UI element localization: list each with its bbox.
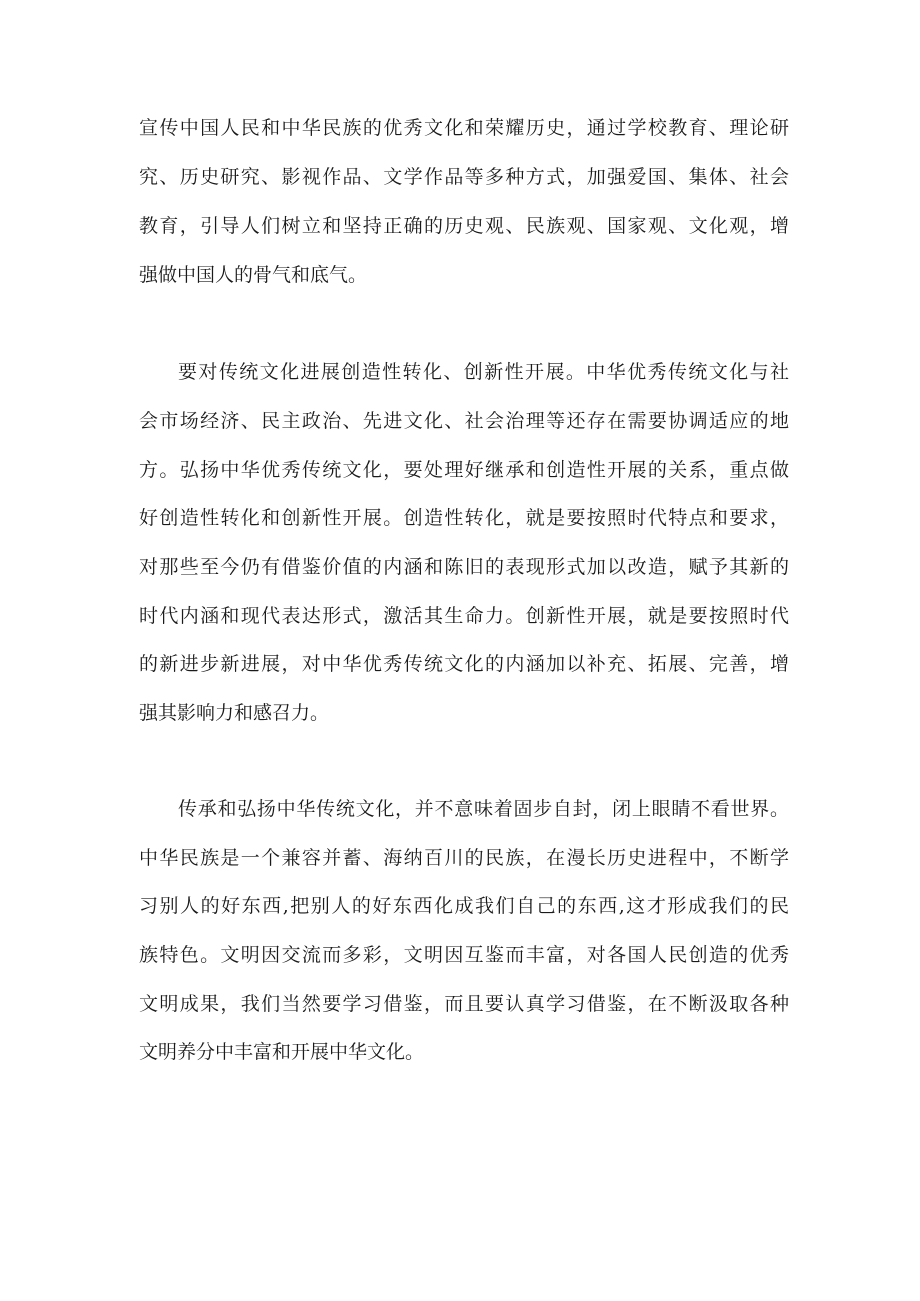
paragraph-line: 时代内涵和现代表达形式，激活其生命力。创新性开展，就是要按照时代 [139, 605, 789, 627]
paragraph-line: 文明养分中丰富和开展中华文化。 [139, 1041, 425, 1063]
paragraph-line: 强做中国人的骨气和底气。 [139, 264, 368, 286]
paragraph-line: 究、历史研究、影视作品、文学作品等多种方式，加强爱国、集体、社会 [139, 166, 789, 188]
paragraph-line: 方。弘扬中华优秀传统文化，要处理好继承和创造性开展的关系，重点做 [139, 459, 789, 481]
paragraph-line: 对那些至今仍有借鉴价值的内涵和陈旧的表现形式加以改造，赋予其新的 [139, 556, 789, 578]
paragraph-line: 好创造性转化和创新性开展。创造性转化，就是要按照时代特点和要求， [139, 507, 789, 529]
paragraph-line: 的新进步新进展，对中华优秀传统文化的内涵加以补充、拓展、完善，增 [139, 653, 789, 675]
paragraph-line: 要对传统文化进展创造性转化、创新性开展。中华优秀传统文化与社 [178, 361, 789, 383]
paragraph-line: 文明成果，我们当然要学习借鉴，而且要认真学习借鉴，在不断汲取各种 [139, 993, 789, 1015]
paragraph-line: 宣传中国人民和中华民族的优秀文化和荣耀历史，通过学校教育、理论研 [139, 117, 789, 139]
paragraph-line: 中华民族是一个兼容并蓄、海纳百川的民族，在漫长历史进程中，不断学 [139, 847, 789, 869]
paragraph-line: 教育，引导人们树立和坚持正确的历史观、民族观、国家观、文化观，增 [139, 215, 789, 237]
paragraph-line: 族特色。文明因交流而多彩，文明因互鉴而丰富，对各国人民创造的优秀 [139, 944, 789, 966]
paragraph-line: 传承和弘扬中华传统文化，并不意味着固步自封，闭上眼睛不看世界。 [178, 798, 789, 820]
paragraph-line: 会市场经济、民主政治、先进文化、社会治理等还存在需要协调适应的地 [139, 410, 789, 432]
paragraph-line: 强其影响力和感召力。 [139, 702, 330, 724]
paragraph-line: 习别人的好东西,把别人的好东西化成我们自己的东西,这才形成我们的民 [139, 895, 789, 917]
